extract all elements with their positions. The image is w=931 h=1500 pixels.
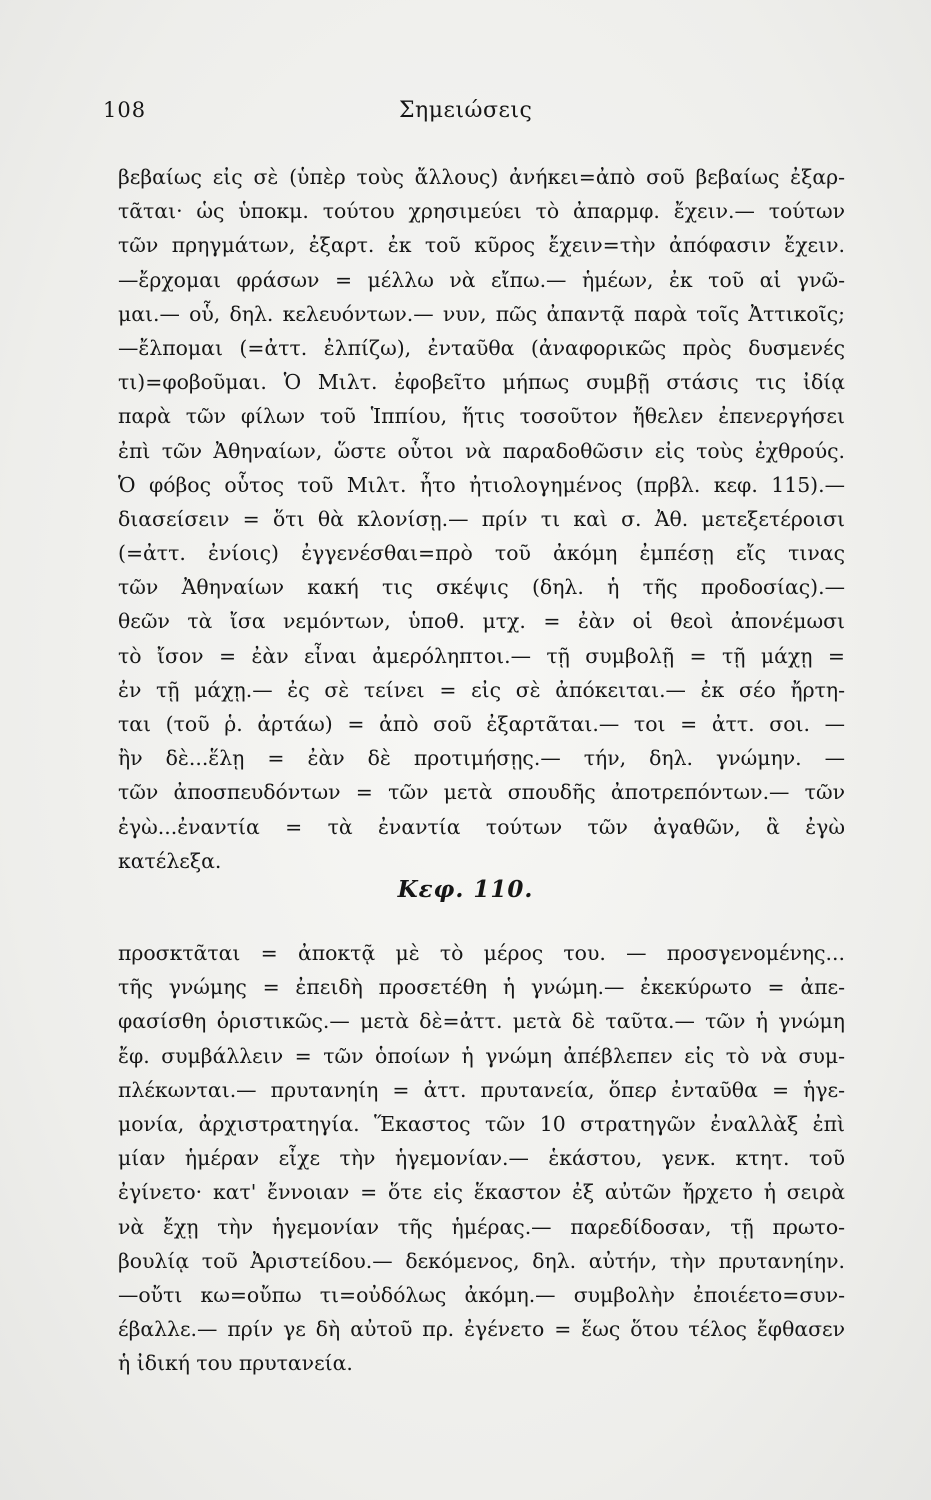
text-line: μαι.— οὗ, δηλ. κελευόντων.— νυν, πῶς ἀπαντᾷ παρὰ τοῖς Ἀττικοῖς;: [118, 301, 845, 326]
text-line: παρὰ τῶν φίλων τοῦ Ἱππίου, ἥτις τοσοῦτον ἤθελεν ἐπενεργήσει: [118, 404, 845, 429]
text-line: τῶν πρηγμάτων, ἐξαρτ. ἐκ τοῦ κῦρος ἔχειν=τὴν ἀπόφασιν ἔχειν.: [118, 233, 845, 258]
text-line: τι)=φοβοῦμαι. Ὁ Μιλτ. ἐφοβεῖτο μήπως συμβῇ στάσις τις ἰδίᾳ: [118, 370, 845, 395]
text-line: ἐπὶ τῶν Ἀθηναίων, ὥστε οὗτοι νὰ παραδοθῶσιν εἰς τοὺς ἐχθρούς.: [118, 438, 845, 463]
running-head: [103, 98, 843, 132]
text-line: τᾶται· ὡς ὑποκμ. τούτου χρησιμεύει τὸ ἀπαρμφ. ἔχειν.— τούτων: [118, 199, 845, 224]
text-line: τῆς γνώμης = ἐπειδὴ προσετέθη ἡ γνώμη.— ἐκεκύρωτο = ἀπε-: [118, 975, 845, 1000]
text-line: τῶν Ἀθηναίων κακή τις σκέψις (δηλ. ἡ τῆς προδοσίας).—: [118, 575, 845, 600]
notes-paragraph-1: [118, 160, 845, 878]
text-line: μονία, ἀρχιστρατηγία. Ἕκαστος τῶν 10 στρατηγῶν ἐναλλὰξ ἐπὶ: [118, 1111, 845, 1136]
text-line: έβαλλε.— πρίν γε δὴ αὐτοῦ πρ. ἐγένετο = ἕως ὅτου τέλος ἔφθασεν: [118, 1317, 845, 1342]
text-line: μίαν ἡμέραν εἶχε τὴν ἡγεμονίαν.— ἑκάστου, γενκ. κτητ. τοῦ: [118, 1146, 845, 1171]
text-line: (=ἀττ. ἐνίοις) ἐγγενέσθαι=πρὸ τοῦ ἀκόμη ἐμπέσῃ εἴς τινας: [118, 541, 845, 566]
text-line: ἐγίνετο· κατ' ἔννοιαν = ὅτε εἰς ἕκαστον ἐξ αὐτῶν ἤρχετο ἡ σειρὰ: [118, 1180, 845, 1205]
text-line: βουλίᾳ τοῦ Ἀριστείδου.— δεκόμενος, δηλ. αὐτήν, τὴν πρυτανηίην.: [118, 1248, 845, 1273]
text-line: θεῶν τὰ ἴσα νεμόντων, ὑποθ. μτχ. = ἐὰν οἱ θεοὶ ἀπονέμωσι: [118, 609, 845, 634]
notes-paragraph-2: [118, 936, 845, 1380]
text-line: ἐγὼ...ἐναντία = τὰ ἐναντία τούτων τῶν ἀγαθῶν, ἃ ἐγὼ: [118, 814, 845, 839]
text-line: Ὁ φόβος οὗτος τοῦ Μιλτ. ἦτο ἠτιολογημένος (πρβλ. κεφ. 115).—: [118, 472, 845, 497]
text-line: —ἔλπομαι (=ἀττ. ἐλπίζω), ἐνταῦθα (ἀναφορικῶς πρὸς δυσμενές: [118, 335, 845, 360]
text-line: βεβαίως εἰς σὲ (ὑπὲρ τοὺς ἄλλους) ἀνήκει=ἀπὸ σοῦ βεβαίως ἐξαρ-: [118, 165, 845, 189]
text-line: ἡ ἰδική του πρυτανεία.: [118, 1351, 353, 1376]
page-number: 108: [103, 98, 147, 122]
text-line: κατέλεξα.: [118, 848, 222, 873]
text-line: τὸ ἴσον = ἐὰν εἶναι ἀμερόληπτοι.— τῇ συμβολῇ = τῇ μάχῃ =: [118, 643, 845, 668]
text-line: ἢν δὲ...ἕλῃ = ἐὰν δὲ προτιμήσῃς.— τήν, δηλ. γνώμην. —: [118, 746, 845, 771]
text-line: —οὔτι κω=οὔπω τι=οὐδόλως ἀκόμη.— συμβολὴν ἐποιέετο=συν-: [118, 1282, 845, 1307]
text-line: διασείσειν = ὅτι θὰ κλονίσῃ.— πρίν τι καὶ σ. Ἀθ. μετεξετέροισι: [118, 506, 845, 531]
text-line: ται (τοῦ ῥ. ἀρτάω) = ἀπὸ σοῦ ἐξαρτᾶται.— τοι = ἀττ. σοι. —: [118, 712, 845, 736]
running-title: Σημειώσεις: [399, 98, 533, 123]
text-line: ἐν τῇ μάχῃ.— ἐς σὲ τείνει = εἰς σὲ ἀπόκειται.— ἐκ σέο ἤρτη-: [118, 677, 845, 702]
text-line: τῶν ἀποσπευδόντων = τῶν μετὰ σπουδῆς ἀποτρεπόντων.— τῶν: [118, 780, 845, 805]
chapter-heading: Κεφ. 110.: [397, 876, 534, 903]
text-line: προσκτᾶται = ἀποκτᾷ μὲ τὸ μέρος του. — προσγενομένης...: [118, 941, 845, 965]
text-line: πλέκωνται.— πρυτανηίη = ἀττ. πρυτανεία, ὅπερ ἐνταῦθα = ἡγε-: [118, 1077, 845, 1102]
text-line: νὰ ἔχῃ τὴν ἡγεμονίαν τῆς ἡμέρας.— παρεδίδοσαν, τῇ πρωτο-: [118, 1214, 845, 1239]
text-line: ἔφ. συμβάλλειν = τῶν ὁποίων ἡ γνώμη ἀπέβλεπεν εἰς τὸ νὰ συμ-: [118, 1043, 845, 1068]
text-line: φασίσθη ὁριστικῶς.— μετὰ δὲ=ἀττ. μετὰ δὲ ταῦτα.— τῶν ἡ γνώμη: [118, 1009, 845, 1034]
text-line: —ἔρχομαι φράσων = μέλλω νὰ εἴπω.— ἡμέων, ἐκ τοῦ αἱ γνῶ-: [118, 267, 845, 292]
